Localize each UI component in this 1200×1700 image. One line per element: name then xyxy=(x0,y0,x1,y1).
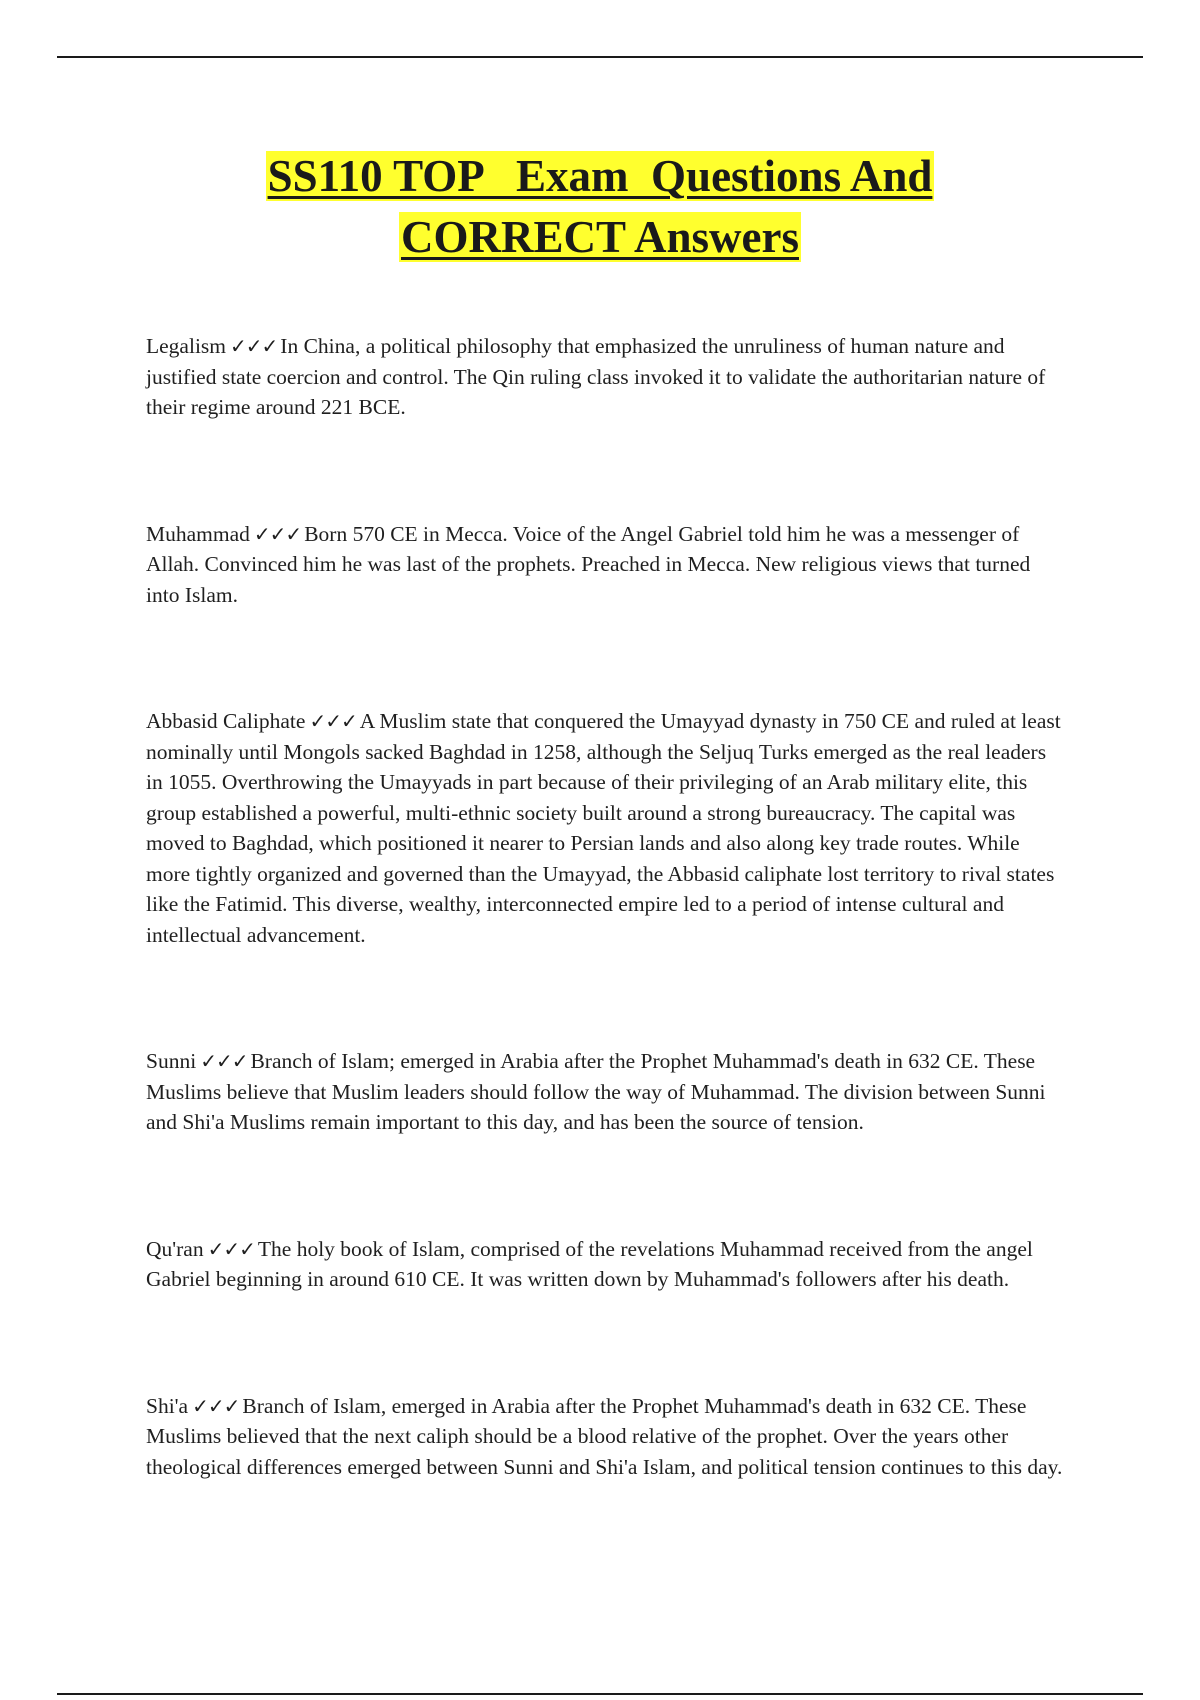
title-line-1: SS110 TOP Exam Questions And xyxy=(267,151,933,201)
checkmark-icon: ✓✓✓ xyxy=(309,709,357,733)
entry-term: Abbasid Caliphate xyxy=(146,709,306,733)
entry-term: Muhammad xyxy=(146,521,250,546)
bottom-rule xyxy=(57,1693,1143,1695)
entry-term: Qu'ran xyxy=(146,1236,204,1261)
checkmark-icon: ✓✓✓ xyxy=(230,334,278,358)
qa-entry-sunni xyxy=(146,1046,1066,1138)
entry-definition: A Muslim state that conquered the Umayyad dynasty in 750 CE and ruled at least nominally until Mongols sacked Baghdad in 1258, although the Seljuq Turks emerged as the real leaders in 1055. Overthrowing the Umayyads in part because of their privileging of an Arab military elite, this group established a powerful, multi-ethnic society built around a strong bureaucracy. The capital was moved to Baghdad, which positioned it nearer to Persian lands and also along key trade routes. While more tightly organized and governed than the Umayyad, the Abbasid caliphate lost territory to rival states like the Fatimid. This diverse, wealthy, interconnected empire led to a period of intense cultural and intellectual advancement. xyxy=(146,709,1061,947)
qa-list xyxy=(146,331,1066,1578)
qa-entry-shia xyxy=(146,1391,1066,1483)
qa-entry-abbasid-caliphate xyxy=(146,706,1066,950)
qa-entry-quran xyxy=(146,1234,1066,1295)
entry-definition: In China, a political philosophy that emphasized the unruliness of human nature and justified state coercion and control. The Qin ruling class invoked it to validate the authoritarian nature of their regime around 221 BCE. xyxy=(146,334,1046,419)
entry-definition: Branch of Islam, emerged in Arabia after the Prophet Muhammad's death in 632 CE. These Muslims believed that the next caliph should be a blood relative of the prophet. Over the years other theological differences emerged between Sunni and Shi'a Islam, and political tension continues to this day. xyxy=(146,1393,1063,1479)
checkmark-icon: ✓✓✓ xyxy=(200,1049,248,1073)
qa-entry-legalism xyxy=(146,331,1066,423)
document-title xyxy=(0,146,1200,268)
qa-entry-muhammad xyxy=(146,519,1066,611)
checkmark-icon: ✓✓✓ xyxy=(192,1393,240,1418)
entry-term: Shi'a xyxy=(146,1393,189,1418)
entry-definition: Branch of Islam; emerged in Arabia after the Prophet Muhammad's death in 632 CE. These Muslims believe that Muslim leaders should follow the way of Muhammad. The division between Sunni and Shi'a Muslims remain important to this day, and has been the source of tension. xyxy=(146,1049,1046,1134)
checkmark-icon: ✓✓✓ xyxy=(207,1236,255,1261)
entry-term: Legalism xyxy=(146,334,227,358)
top-rule xyxy=(57,56,1143,58)
entry-definition: Born 570 CE in Mecca. Voice of the Angel Gabriel told him he was a messenger of Allah. Convinced him he was last of the prophets. Preached in Mecca. New religious views that turned into Islam. xyxy=(146,521,1031,607)
checkmark-icon: ✓✓✓ xyxy=(253,521,302,546)
title-line-2: CORRECT Answers xyxy=(401,212,799,262)
entry-term: Sunni xyxy=(146,1049,197,1073)
entry-definition: The holy book of Islam, comprised of the revelations Muhammad received from the angel Gabriel beginning in around 610 CE. It was written down by Muhammad's followers after his death. xyxy=(146,1236,1033,1291)
